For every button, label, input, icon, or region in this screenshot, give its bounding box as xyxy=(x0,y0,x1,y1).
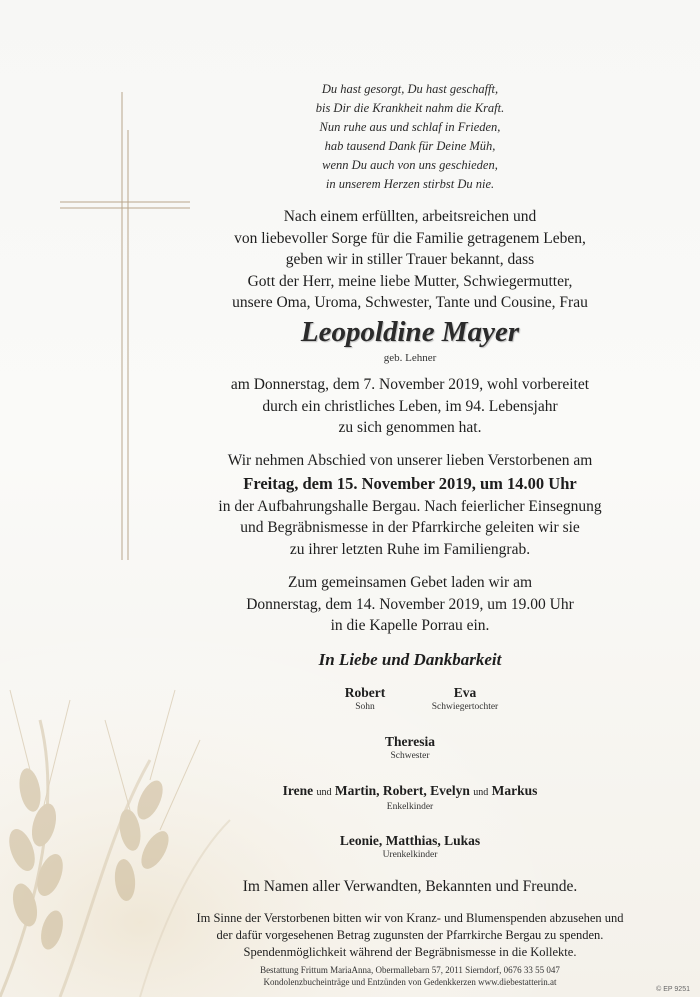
grandchild-name: Martin, xyxy=(334,783,380,798)
grandchild-name: Evelyn xyxy=(430,783,470,798)
mourner-relation: Schwiegertochter xyxy=(431,702,499,712)
farewell-line: zu ihrer letzten Ruhe im Familiengrab. xyxy=(289,540,531,558)
prayer-text xyxy=(150,572,670,637)
poem-line: bis Dir die Krankheit nahm die Kraft. xyxy=(315,101,505,115)
mourner-relation: Enkelkinder xyxy=(386,802,434,812)
farewell-line: und Begräbnismesse in der Pfarrkirche geleiten wir sie xyxy=(240,519,580,536)
poem-line: Du hast gesorgt, Du hast geschafft, xyxy=(321,82,499,96)
mourner-name: Eva xyxy=(453,685,477,700)
death-line: zu sich genommen hat. xyxy=(338,419,482,436)
poem-line: wenn Du auch von uns geschieden, xyxy=(322,158,498,172)
footer xyxy=(150,964,670,988)
undertaker-info: Bestattung Frittum MariaAnna, Obermallebarn 57, 2011 Sierndorf, 0676 33 55 047 xyxy=(260,965,560,975)
grandchild-name: Markus xyxy=(491,783,538,798)
funeral-date: Freitag, dem 15. November 2019, um 14.00 Uhr xyxy=(243,473,577,493)
donation-request xyxy=(150,910,670,961)
request-line: Im Sinne der Verstorbenen bitten wir von Kranz- und Blumenspenden abzusehen und xyxy=(196,911,624,925)
mourner-relation: Urenkelkinder xyxy=(382,850,438,860)
poem-line: Nun ruhe aus und schlaf in Frieden, xyxy=(319,120,501,134)
death-line: am Donnerstag, dem 7. November 2019, wohl vorbereitet xyxy=(230,376,590,393)
mourner-eva xyxy=(410,685,520,713)
grandchild-name: Irene xyxy=(282,783,314,798)
farewell-line: in der Aufbahrungshalle Bergau. Nach feierlicher Einsegnung xyxy=(218,497,602,515)
grandchild-name: Robert, xyxy=(382,783,427,798)
prayer-line: in die Kapelle Porrau ein. xyxy=(330,617,490,634)
intro-line: unsere Oma, Uroma, Schwester, Tante und Cousine, Frau xyxy=(232,294,588,311)
relatives-line xyxy=(150,876,670,898)
birth-name: geb. Lehner xyxy=(383,352,437,364)
poem xyxy=(250,80,570,194)
request-line: Spendenmöglichkeit während der Begräbnismesse in die Kollekte. xyxy=(243,945,577,959)
intro-line: Nach einem erfüllten, arbeitsreichen und xyxy=(283,208,537,225)
mourner-grandchildren xyxy=(150,783,670,813)
request-line: der dafür vorgesehenen Betrag zugunsten der Pfarrkirche Bergau zu spenden. xyxy=(216,928,604,942)
farewell-intro: Wir nehmen Abschied von unserer lieben Verstorbenen am xyxy=(227,452,593,469)
form-code: © EP 9251 xyxy=(656,986,690,993)
mourner-great-grandchildren xyxy=(150,833,670,861)
relatives-text: Im Namen aller Verwandten, Bekannten und Freunde. xyxy=(242,878,578,895)
intro-line: geben wir in stiller Trauer bekannt, dass xyxy=(285,251,535,268)
mourner-theresia xyxy=(150,734,670,762)
deceased-name: Leopoldine Mayer xyxy=(300,316,520,348)
mourner-name: Leonie, Matthias, Lukas xyxy=(339,833,481,848)
condolence-info: Kondolenzbucheinträge und Entzünden von Gedenkkerzen www.diebestatterin.at xyxy=(263,977,557,987)
prayer-line: Zum gemeinsamen Gebet laden wir am xyxy=(287,574,533,591)
intro-line: Gott der Herr, meine liebe Mutter, Schwiegermutter, xyxy=(247,272,573,290)
death-line: durch ein christliches Leben, im 94. Lebensjahr xyxy=(262,397,558,415)
poem-line: hab tausend Dank für Deine Müh, xyxy=(324,139,496,153)
mourner-name: Theresia xyxy=(385,734,435,749)
mourner-robert xyxy=(325,685,405,713)
mourner-relation: Schwester xyxy=(390,751,430,761)
farewell-text xyxy=(150,450,670,560)
grandchildren-names xyxy=(150,783,670,801)
intro-line: von liebevoller Sorge für die Familie getragenem Leben, xyxy=(234,229,586,247)
prayer-line: Donnerstag, dem 14. November 2019, um 19.00 Uhr xyxy=(246,595,574,613)
death-text xyxy=(150,374,670,439)
intro-text xyxy=(150,206,670,314)
closing-heading: In Liebe und Dankbarkeit xyxy=(318,650,502,669)
mourner-name: Robert xyxy=(344,685,386,700)
mourner-relation: Sohn xyxy=(355,702,375,712)
conjunction: und xyxy=(316,787,332,798)
poem-line: in unserem Herzen stirbst Du nie. xyxy=(325,177,495,191)
conjunction: und xyxy=(473,787,489,798)
